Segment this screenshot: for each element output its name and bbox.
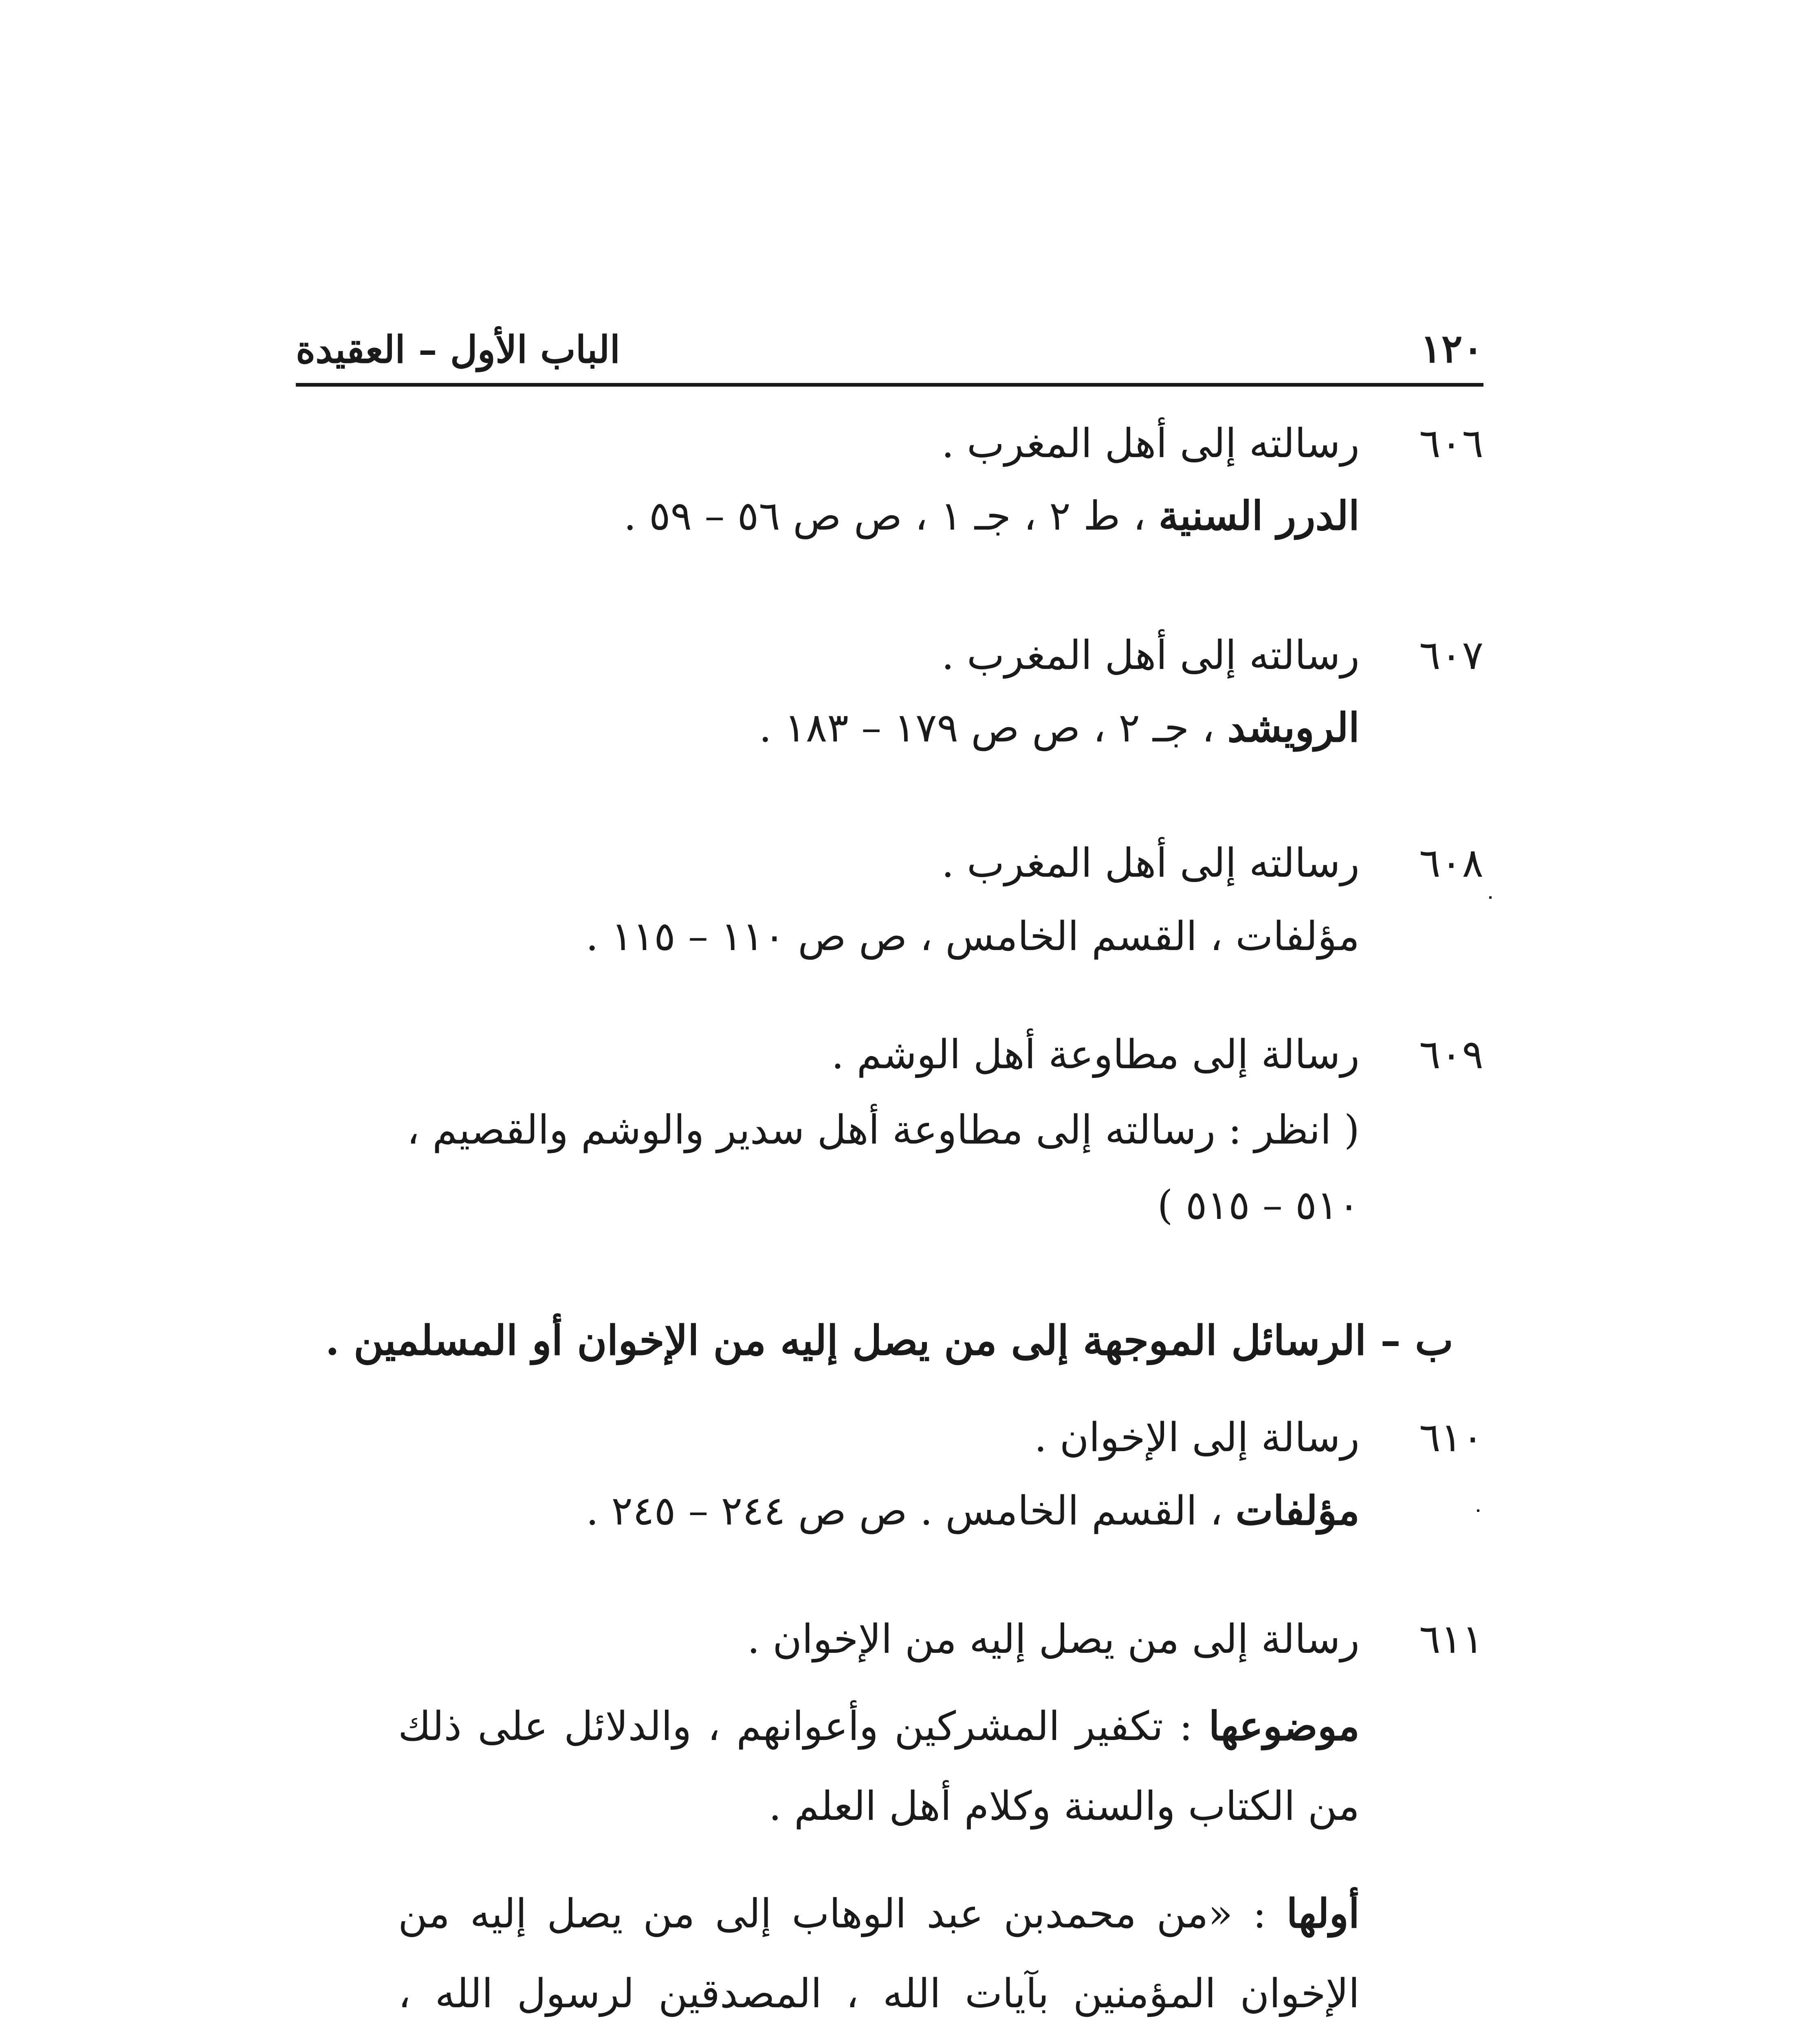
- scan-speck: [1477, 1509, 1479, 1512]
- opening-text: : «من محمدبن عبد الوهاب إلى من يصل إليه من الإخوان المؤمنين بآيات الله ، المصدقين لرسول الله ،: [398, 1891, 1360, 2017]
- entry-title: رسالة إلى مطاوعة أهل الوشم .: [831, 1032, 1360, 1078]
- entry-reference: [585, 913, 1360, 960]
- opening-label: أولها: [1286, 1890, 1360, 1937]
- entry-reference: [759, 704, 1360, 751]
- entry-number: ٦٠٦: [1419, 420, 1483, 467]
- reference-source: مؤلفات: [1235, 913, 1360, 960]
- entry-reference: ( انظر : رسالته إلى مطاوعة أهل سدير والوشم والقصيم ،: [407, 1107, 1360, 1153]
- entry-number: ٦٠٨: [1419, 840, 1483, 887]
- entry-title: رسالة إلى الإخوان .: [1034, 1414, 1360, 1461]
- reference-details: ، جـ ٢ ، ص ص ١٧٩ – ١٨٣ .: [759, 705, 1228, 751]
- scan-speck: [1489, 896, 1492, 899]
- entry-number: ٦١٠: [1419, 1414, 1483, 1461]
- section-heading: ب – الرسائل الموجهة إلى من يصل إليه من الإخوان أو المسلمين .: [325, 1316, 1453, 1364]
- page-header: [296, 310, 1483, 387]
- entry-title: رسالة إلى من يصل إليه من الإخوان .: [747, 1616, 1360, 1663]
- reference-source: الدرر السنية: [1158, 493, 1360, 539]
- topic-paragraph: [398, 1687, 1360, 1846]
- page-number: ١٢٠: [1420, 326, 1483, 372]
- entry-title: رسالته إلى أهل المغرب .: [941, 840, 1360, 887]
- topic-label: موضوعها: [1208, 1703, 1360, 1750]
- entry-title: رسالته إلى أهل المغرب .: [941, 420, 1360, 467]
- reference-source: الرويشد: [1227, 704, 1360, 751]
- entry-reference-continued: ٥١٠ – ٥١٥ ): [1157, 1182, 1360, 1229]
- reference-details: ، القسم الخامس ، ص ص ١١٠ – ١١٥ .: [585, 913, 1236, 960]
- entry-number: ٦١١: [1419, 1616, 1483, 1663]
- topic-text: : تكفير المشركين وأعوانهم ، والدلائل على ذلك من الكتاب والسنة وكلام أهل العلم .: [398, 1703, 1360, 1830]
- entry-reference: [586, 1487, 1360, 1534]
- entry-number: ٦٠٧: [1419, 632, 1483, 679]
- running-title: الباب الأول – العقيدة: [296, 328, 621, 372]
- reference-details: ، ط ٢ ، جـ ١ ، ص ص ٥٦ – ٥٩ .: [623, 493, 1159, 539]
- entry-number: ٦٠٩: [1419, 1032, 1483, 1078]
- entry-reference: [623, 493, 1360, 539]
- opening-paragraph: [398, 1874, 1360, 2037]
- entry-title: رسالته إلى أهل المغرب .: [941, 632, 1360, 679]
- reference-details: ، القسم الخامس . ص ص ٢٤٤ – ٢٤٥ .: [586, 1488, 1236, 1534]
- reference-source: مؤلفات: [1235, 1487, 1360, 1534]
